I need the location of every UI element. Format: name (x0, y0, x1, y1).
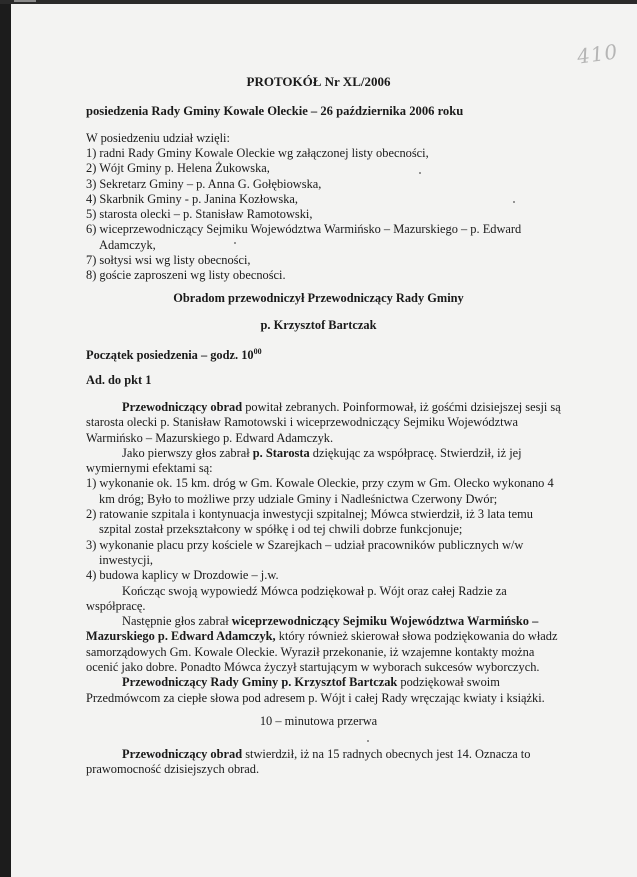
attendance-item: 8) goście zaproszeni wg listy obecności. (86, 268, 286, 283)
paragraph-thanks: Kończąc swoją wypowiedź Mówca podziękował p. Wójt oraz całej Radzie za współpracę. (86, 583, 507, 613)
chair-statement: Obradom przewodniczył Przewodniczący Rady Gminy (173, 291, 464, 305)
speaker-name: Przewodniczący Rady Gminy p. Krzysztof Bartczak (122, 675, 398, 690)
attendance-item: 3) Sekretarz Gminy – p. Anna G. Gołębiowska, (86, 176, 322, 191)
scan-speck (234, 242, 236, 244)
scan-speck (419, 172, 421, 174)
scan-speck (367, 740, 369, 742)
quorum-paragraph-block (86, 747, 564, 778)
effects-list (86, 476, 564, 583)
attendance-item: 4) Skarbnik Gminy - p. Janina Kozłowska, (86, 191, 298, 206)
paragraph-chair-thanks (86, 675, 564, 706)
attendance-item: 7) sołtysi wsi wg listy obecności, (86, 253, 251, 268)
attendance-item: 1) radni Rady Gminy Kowale Oleckie wg załączonej listy obecności, (86, 146, 429, 160)
attendance-list (86, 146, 546, 284)
paragraph-text: stwierdził, iż na 15 radnych obecnych jest 14. Oznacza to prawomocność dzisiejszych obrad. (86, 747, 531, 777)
paragraph-text: podziękował swoim Przedmówcom za ciepłe słowa pod adresem p. Wójt i całej Rady wręczając kwiaty i książki. (86, 675, 545, 705)
effects-item: 3) wykonanie placu przy kościele w Szarejkach – udział pracowników publicznych w/w inwestycji, (86, 537, 524, 567)
paragraph-quorum (86, 747, 564, 778)
agenda-item-heading: Ad. do pkt 1 (86, 373, 152, 387)
chair-name: p. Krzysztof Bartczak (260, 318, 377, 332)
speaker-name: p. Starosta (252, 445, 310, 460)
document-subtitle: posiedzenia Rady Gminy Kowale Oleckie – 26 października 2006 roku (86, 104, 464, 118)
paragraph-text: dziękując za współpracę. Stwierdził, iż jej wymiernymi efektami są: (86, 445, 522, 476)
scan-speck (513, 201, 515, 203)
effects-item: 1) wykonanie ok. 15 km. dróg w Gm. Kowale Oleckie, przy czym w Gm. Olecko wykonano 4 km dróg; Było to możliwe przy udziale Gminy i Nadleśnictwa Czerwony Dwór; (86, 476, 554, 506)
paragraph-welcome (86, 400, 564, 446)
paragraph-text: Jako pierwszy głos zabrał (122, 445, 253, 460)
paragraph-vice-chair (86, 614, 564, 675)
effects-item: 2) ratowanie szpitala i kontynuacja inwestycji szpitalnej; Mówca stwierdził, iż 3 lata temu szpital został przekształcony w spółkę i od tej chwili dobrze funkcjonuje; (86, 507, 533, 537)
scan-left-border (0, 0, 11, 877)
attendance-item: 2) Wójt Gminy p. Helena Żukowska, (86, 161, 270, 176)
paragraph-text: który również skierował słowa podziękowania do władz samorządowych Gm. Kowale Oleckie. Wyraził przekonanie, iż wzajemne kontakty można ocenić jako dobre. Ponadto Mówca życzył startującym w wyborach sukcesów wyborczych. (86, 629, 558, 675)
break-note: 10 – minutowa przerwa (259, 714, 378, 728)
speaker-name: Przewodniczący obrad (122, 400, 243, 414)
agenda-item-1-body (86, 400, 564, 706)
session-start-minutes: 00 (253, 347, 262, 356)
handwritten-page-number: 410 (575, 39, 620, 69)
attendance-intro: W posiedzeniu udział wzięli: (86, 131, 230, 145)
document-title: PROTOKÓŁ Nr XL/2006 (246, 74, 391, 89)
speaker-name: wiceprzewodniczący Sejmiku Województwa Warmińsko – Mazurskiego p. Edward Adamczyk, (86, 614, 539, 644)
speaker-name: Przewodniczący obrad (122, 747, 243, 761)
session-start-label: Początek posiedzenia – godz. 10 (86, 348, 254, 362)
paragraph-starosta (86, 446, 564, 477)
session-start (86, 344, 262, 363)
effects-item: 4) budowa kaplicy w Drozdowie – j.w. (86, 568, 279, 583)
attendance-item: 5) starosta olecki – p. Stanisław Ramotowski, (86, 207, 313, 222)
paragraph-text: Następnie głos zabrał (122, 614, 232, 629)
attendance-item: 6) wiceprzewodniczący Sejmiku Województwa Warmińsko – Mazurskiego – p. Edward Adamczyk, (86, 222, 522, 252)
paragraph-text: powitał zebranych. Poinformował, iż gośćmi dzisiejszej sesji są starosta olecki p. Stanisław Ramotowski i wiceprzewodniczący Sejmiku Województwa Warmińsko – Mazurskiego p. Edward Adamczyk. (86, 400, 561, 445)
